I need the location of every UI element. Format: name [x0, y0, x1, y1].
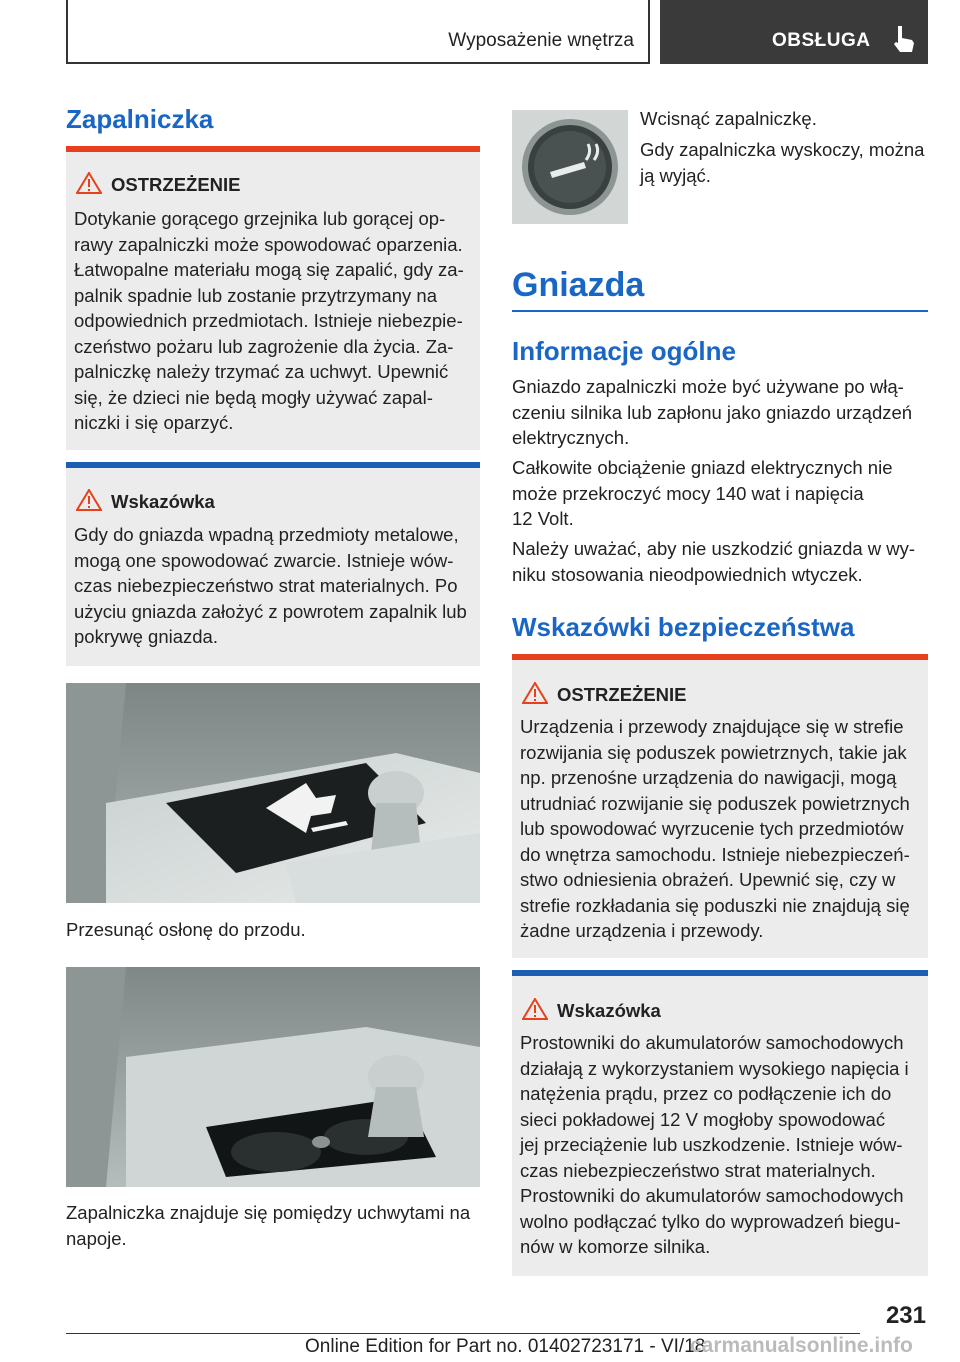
note-bar [512, 970, 928, 976]
warning-title: OSTRZEŻENIE [111, 174, 241, 195]
photo-lighter-button [512, 110, 628, 224]
note-box [512, 970, 928, 1276]
note-box [66, 462, 480, 666]
header-chapter-title: OBSŁUGA [772, 30, 871, 51]
pointing-hand-icon [890, 24, 918, 54]
warning-box [66, 146, 480, 450]
header-section-tab [66, 0, 650, 64]
page-number: 231 [885, 1302, 926, 1329]
warning-triangle-icon [76, 172, 102, 194]
note-title: Wskazówka [111, 491, 215, 512]
info-paragraph-1: Gniazdo zapalniczki może być używane po włą‐ czeniu silnika lub zapłonu jako gniazdo urządzeń elektrycznych. [512, 376, 913, 448]
warning-bar [66, 146, 480, 152]
caption-lighter-location: Zapalniczka znajduje się pomiędzy uchwytami na napoje. [66, 1202, 471, 1249]
section-title-sockets: Gniazda [512, 266, 645, 304]
footer-edition: Online Edition for Part no. 01402723171 - VI/18 [305, 1336, 706, 1357]
instruction-remove-lighter: Gdy zapalniczka wyskoczy, można ją wyjąć. [640, 139, 925, 186]
info-paragraph-3: Należy uważać, aby nie uszkodzić gniazda w wy‐ niku stosowania nieodpowiednich wtyczek. [512, 538, 916, 585]
warning-triangle-icon [522, 998, 548, 1020]
warning-bar [512, 654, 928, 660]
instruction-press-lighter: Wcisnąć zapalniczkę. [640, 108, 817, 129]
subsection-title-safety: Wskazówki bezpieczeństwa [512, 612, 855, 642]
header-chapter-tab [660, 0, 928, 64]
header-section-title: Wyposażenie wnętrza [448, 30, 634, 51]
section-underline [512, 310, 928, 312]
warning-triangle-icon [76, 489, 102, 511]
caption-slide-cover: Przesunąć osłonę do przodu. [66, 919, 306, 940]
warning-text: Urządzenia i przewody znajdujące się w strefie rozwijania się poduszek powietrznych, takie jak np. przenośne urządzenia do nawigacji, mogą utrudniać rozwijanie się poduszek powietrznych lub spowodować wyrzucenie tych przedmiotów do wnętrza samochodu. Istnieje niebezpieczeń‐ stwo odniesienia obrażeń. Upewnić się, czy w strefie rozkładania się poduszki nie znajdują się żadne urządzenia i przewody. [520, 716, 910, 941]
note-title: Wskazówka [557, 1000, 661, 1021]
note-bar [66, 462, 480, 468]
page-title-lighter: Zapalniczka [66, 104, 214, 134]
photo-center-console-cover [66, 683, 480, 903]
photo-cup-holders [66, 967, 480, 1187]
footer-watermark: carmanualsonline.info [690, 1334, 913, 1357]
subsection-title-general: Informacje ogólne [512, 336, 736, 366]
note-text: Gdy do gniazda wpadną przedmioty metalowe, mogą one spowodować zwarcie. Istnieje wów‐ czas niebezpieczeństwo strat materialnych. Po użyciu gniazda założyć z powrotem zapalnik lub pokrywę gniazda. [74, 524, 467, 647]
info-paragraph-2: Całkowite obciążenie gniazd elektrycznych nie może przekroczyć mocy 140 wat i napięcia 12 Volt. [512, 457, 893, 529]
warning-text: Dotykanie gorącego grzejnika lub gorącej op‐ rawy zapalniczki może spowodować oparzenia. Łatwopalne materiału mogą się zapalić, gdy za‐ palnik spadnie lub zostanie przytrzymany na odpowiednich przedmiotach. Istnieje niebezpie‐ czeństwo pożaru lub zagrożenie dla życia. Za‐ palniczkę należy trzymać za uchwyt. Upewnić się, że dzieci nie będą mogły używać zapal‐ niczki i się oparzyć. [74, 208, 464, 433]
warning-title: OSTRZEŻENIE [557, 684, 687, 705]
note-text: Prostowniki do akumulatorów samochodowych działają z wykorzystaniem wysokiego napięcia i natężenia prądu, przez co podłączenie ich do sieci pokładowej 12 V mogłoby spowodować jej przeciążenie lub uszkodzenie. Istnieje wów‐ czas niebezpieczeństwo strat materialnych. Prostowniki do akumulatorów samochodowych wolno podłączać tylko do wyprowadzeń biegu‐ nów w komorze silnika. [520, 1032, 909, 1257]
warning-triangle-icon [522, 682, 548, 704]
warning-box [512, 654, 928, 958]
